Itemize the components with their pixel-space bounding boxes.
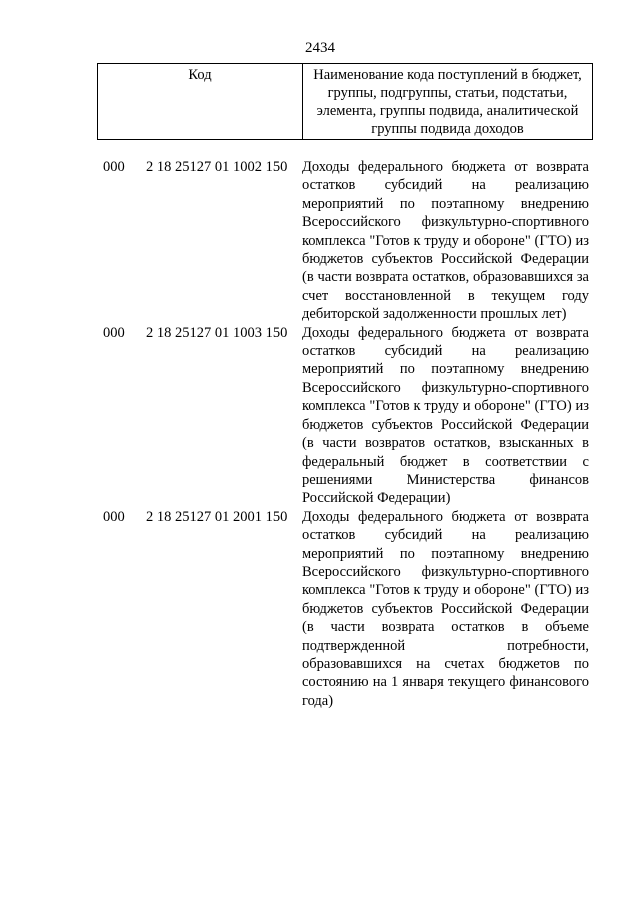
table-row (97, 324, 593, 508)
column-header-table (97, 63, 593, 140)
budget-code: 2 18 25127 01 1002 150 (146, 159, 288, 175)
code-description: Доходы федерального бюджета от возврата остатков субсидий на реализацию мероприятий по поэтапному внедрению Всероссийского физкультурно-спортивного комплекса "Готов к труду и обороне" (ГТО) из бюджетов субъектов Российской Федерации (в части возвратов остатков, взысканных в федеральный бюджет в соответствии с решениями Министерства финансов Российской Федерации) (302, 324, 589, 507)
page-number: 2434 (305, 40, 335, 56)
header-code: Код (98, 64, 303, 140)
table-row (97, 158, 593, 324)
budget-code: 2 18 25127 01 2001 150 (146, 508, 288, 525)
admin-code: 000 (103, 159, 125, 175)
code-description: Доходы федерального бюджета от возврата остатков субсидий на реализацию мероприятий по поэтапному внедрению Всероссийского физкультурно-спортивного комплекса "Готов к труду и обороне" (ГТО) из бюджетов субъектов Российской Федерации (в части возврата остатков в объеме подтвержденной потребности, образовавшихся на счетах бюджетов по состоянию на 1 января текущего финансового года) (302, 508, 589, 709)
admin-code: 000 (103, 508, 125, 525)
code-description: Доходы федерального бюджета от возврата остатков субсидий на реализацию мероприятий по поэтапному внедрению Всероссийского физкультурно-спортивного комплекса "Готов к труду и обороне" (ГТО) из бюджетов субъектов Российской Федерации (в части возврата остатков, образовавшихся за счет восстановленной в текущем году дебиторской задолженности прошлых лет) (302, 159, 589, 323)
code-rows (97, 158, 593, 710)
table-row (97, 508, 593, 710)
admin-code: 000 (103, 324, 125, 341)
budget-code: 2 18 25127 01 1003 150 (146, 324, 288, 341)
header-name: Наименование кода поступлений в бюджет, группы, подгруппы, статьи, подстатьи, элемента, группы подвида, аналитической группы подвида доходов (303, 64, 593, 140)
